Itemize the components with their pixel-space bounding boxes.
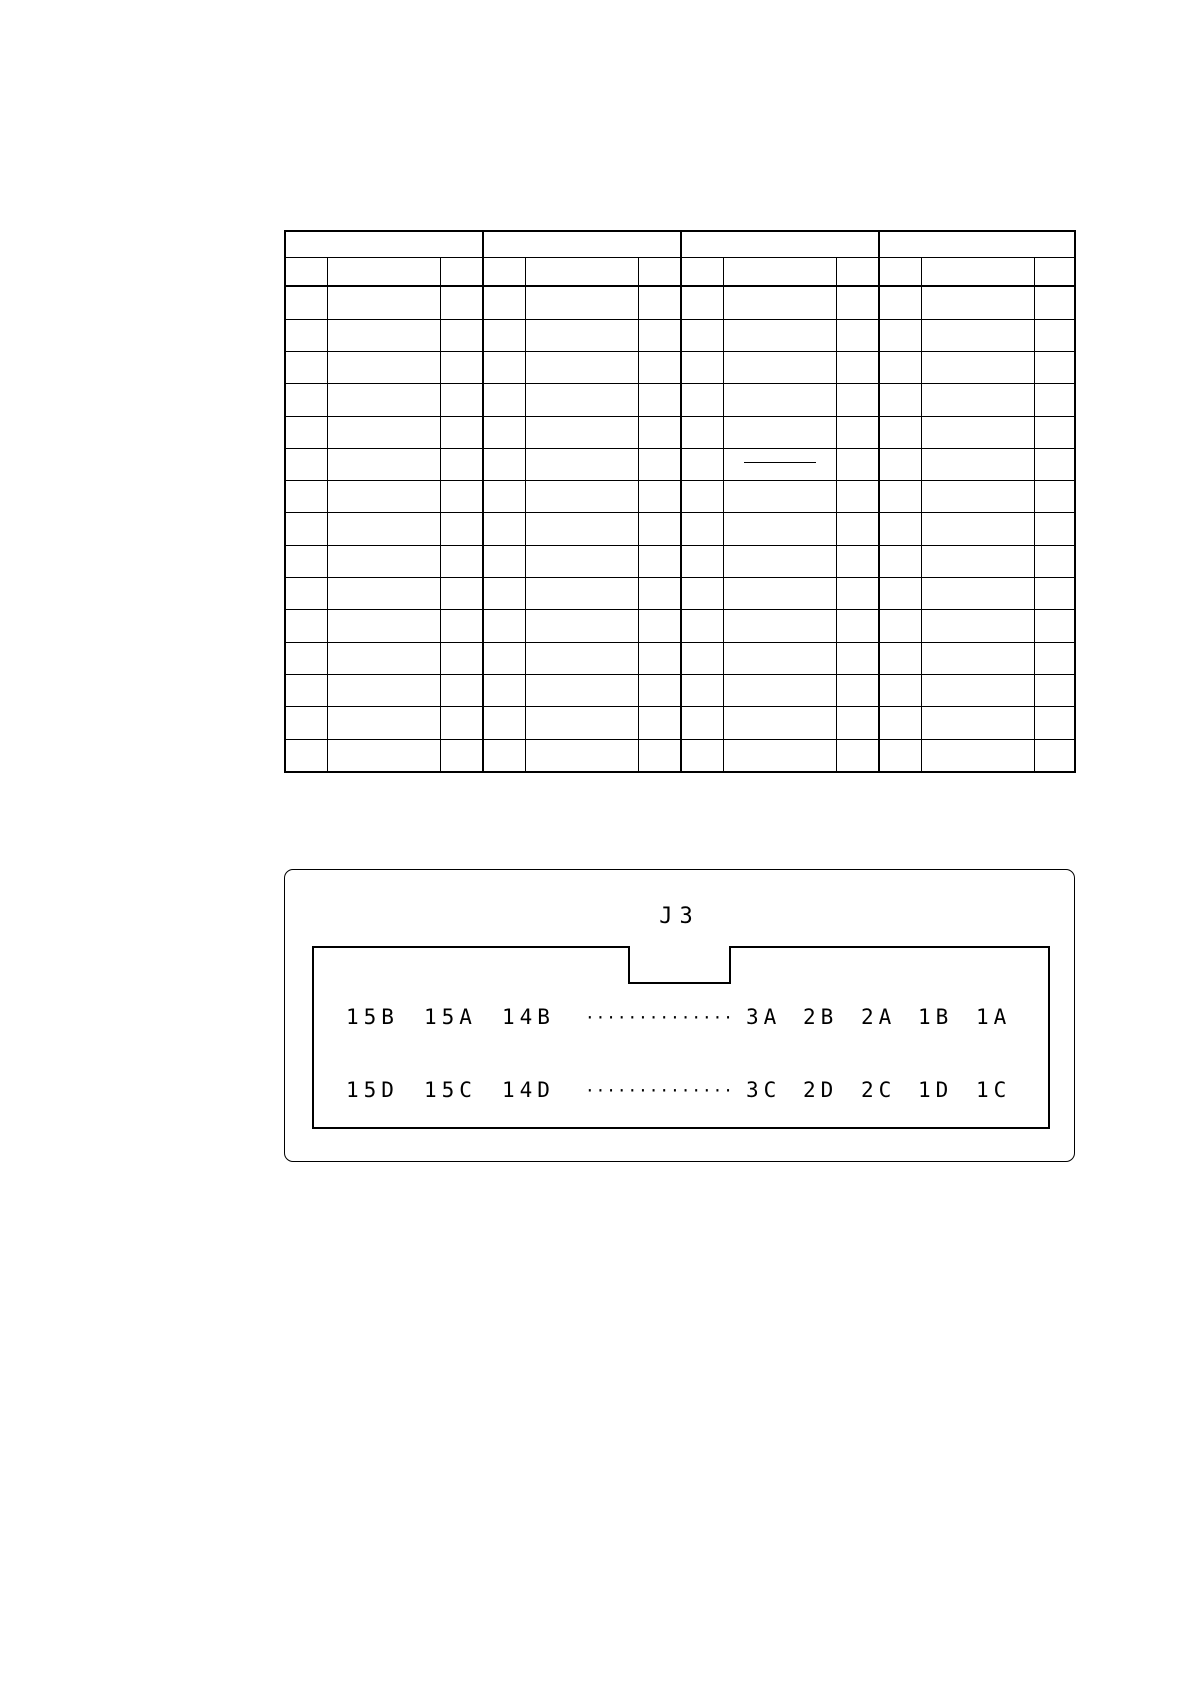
table-cell: [681, 286, 723, 319]
header-cell: [440, 258, 483, 287]
table-cell: [723, 610, 836, 642]
table-cell: [525, 481, 638, 513]
table-cell: [1034, 351, 1075, 383]
table-cell: [723, 384, 836, 416]
pin-label: 3A: [746, 1005, 782, 1029]
header-cell: [836, 258, 879, 287]
table-cell: [327, 481, 440, 513]
table-cell: [1034, 416, 1075, 448]
header-cell: [879, 258, 921, 287]
table-cell: [681, 319, 723, 351]
table-cell: [440, 707, 483, 739]
table-cell: [483, 578, 525, 610]
header-cell: [525, 258, 638, 287]
table-cell: [681, 610, 723, 642]
header-cell: [327, 258, 440, 287]
pin-label: 15D: [346, 1078, 399, 1102]
table-cell: [723, 642, 836, 674]
table-cell: [525, 675, 638, 707]
table-cell: [440, 286, 483, 319]
pin-label: 3C: [746, 1078, 782, 1102]
header-cell: [483, 258, 525, 287]
table-cell: [723, 739, 836, 772]
table-cell: [879, 319, 921, 351]
pin-label: 15B: [346, 1005, 399, 1029]
table-cell: [1034, 319, 1075, 351]
table-cell: [638, 578, 681, 610]
table-cell: [681, 351, 723, 383]
table-cell: [483, 384, 525, 416]
table-row: [285, 448, 1075, 480]
pin-label: 2A: [861, 1005, 897, 1029]
table-cell: [921, 448, 1034, 480]
table-cell: [681, 513, 723, 545]
pin-ellipsis: ··············: [585, 1008, 734, 1027]
table-cell: [921, 610, 1034, 642]
table-cell: [327, 384, 440, 416]
table-cell: [483, 642, 525, 674]
table-cell: [921, 545, 1034, 577]
table-cell: [525, 707, 638, 739]
connector-title: J3: [659, 904, 700, 929]
table-cell: [483, 481, 525, 513]
header-cell: [681, 258, 723, 287]
table-cell: [921, 513, 1034, 545]
table-cell: [327, 448, 440, 480]
table-cell: [638, 675, 681, 707]
table-cell: [285, 707, 327, 739]
table-cell: [723, 481, 836, 513]
table-cell: [879, 545, 921, 577]
header-cell: [285, 258, 327, 287]
table-cell: [879, 384, 921, 416]
table-cell: [836, 675, 879, 707]
table-cell: [285, 481, 327, 513]
table-cell: [723, 416, 836, 448]
table-cell: [525, 610, 638, 642]
table-cell: [879, 578, 921, 610]
table-row: [285, 707, 1075, 739]
table-cell: [327, 416, 440, 448]
table-cell: [836, 448, 879, 480]
connector-diagram-panel: [284, 869, 1075, 1162]
table-cell: [836, 384, 879, 416]
header-cell: [1034, 258, 1075, 287]
table-cell: [440, 351, 483, 383]
table-cell: [440, 642, 483, 674]
table-cell: [285, 610, 327, 642]
table-cell: [836, 286, 879, 319]
table-cell: [525, 286, 638, 319]
table-cell: [638, 319, 681, 351]
table-cell: [440, 319, 483, 351]
table-cell: [836, 351, 879, 383]
pin-assignment-table: [284, 230, 1076, 773]
table-row: [285, 351, 1075, 383]
table-cell: [483, 286, 525, 319]
table-cell: [525, 642, 638, 674]
table-cell: [723, 286, 836, 319]
pin-label: 1A: [976, 1005, 1012, 1029]
pin-label: 2C: [861, 1078, 897, 1102]
table-cell: [1034, 707, 1075, 739]
table-cell: [1034, 578, 1075, 610]
table-cell: [525, 513, 638, 545]
table-cell: [638, 351, 681, 383]
table-cell: [440, 513, 483, 545]
table-cell: [921, 642, 1034, 674]
table-cell: [681, 448, 723, 480]
table-cell: [285, 448, 327, 480]
pin-label: 15A: [424, 1005, 477, 1029]
table-cell: [1034, 286, 1075, 319]
table-cell: [483, 739, 525, 772]
table-cell: [327, 707, 440, 739]
table-cell: [723, 351, 836, 383]
table-cell: [327, 675, 440, 707]
table-row: [285, 286, 1075, 319]
table-row: [285, 416, 1075, 448]
table-cell: [483, 545, 525, 577]
table-cell: [921, 384, 1034, 416]
table-cell: [921, 675, 1034, 707]
table-cell: [525, 578, 638, 610]
table-cell: [440, 384, 483, 416]
table-cell: [327, 578, 440, 610]
table-cell: [681, 384, 723, 416]
table-cell: [681, 578, 723, 610]
table-cell: [285, 416, 327, 448]
pin-table-body: [285, 286, 1075, 772]
pin-label: 2B: [803, 1005, 839, 1029]
group-header-cell: [681, 231, 879, 258]
table-cell: [483, 448, 525, 480]
table-cell: [723, 448, 836, 480]
table-column-header-row: [285, 258, 1075, 287]
table-cell: [879, 351, 921, 383]
table-cell: [879, 707, 921, 739]
table-cell: [723, 545, 836, 577]
table-cell: [285, 513, 327, 545]
table-cell: [836, 578, 879, 610]
table-cell: [1034, 610, 1075, 642]
table-cell: [638, 384, 681, 416]
table-cell: [285, 739, 327, 772]
table-cell: [836, 545, 879, 577]
header-cell: [723, 258, 836, 287]
table-cell: [879, 610, 921, 642]
table-cell: [1034, 481, 1075, 513]
table-cell: [525, 416, 638, 448]
overbar-mark: [744, 462, 816, 463]
table-cell: [285, 351, 327, 383]
table-cell: [440, 416, 483, 448]
table-row: [285, 513, 1075, 545]
table-cell: [1034, 384, 1075, 416]
connector-pin-row-bottom: [312, 1078, 1050, 1106]
table-cell: [1034, 545, 1075, 577]
table-cell: [440, 481, 483, 513]
table-cell: [638, 707, 681, 739]
table-cell: [638, 739, 681, 772]
table-row: [285, 739, 1075, 772]
table-cell: [681, 675, 723, 707]
table-cell: [836, 610, 879, 642]
table-cell: [638, 545, 681, 577]
table-cell: [525, 319, 638, 351]
table-cell: [327, 286, 440, 319]
table-row: [285, 642, 1075, 674]
table-cell: [681, 739, 723, 772]
table-cell: [638, 610, 681, 642]
table-cell: [723, 707, 836, 739]
header-cell: [638, 258, 681, 287]
table-cell: [285, 642, 327, 674]
pin-label: 2D: [803, 1078, 839, 1102]
table-cell: [723, 578, 836, 610]
table-cell: [525, 351, 638, 383]
table-cell: [440, 448, 483, 480]
table-cell: [921, 286, 1034, 319]
table-cell: [723, 675, 836, 707]
table-cell: [1034, 513, 1075, 545]
table-cell: [879, 739, 921, 772]
table-cell: [921, 481, 1034, 513]
header-cell: [921, 258, 1034, 287]
table-cell: [1034, 642, 1075, 674]
table-cell: [921, 578, 1034, 610]
table-cell: [836, 416, 879, 448]
table-cell: [483, 319, 525, 351]
table-cell: [285, 319, 327, 351]
table-cell: [525, 448, 638, 480]
table-cell: [285, 545, 327, 577]
table-cell: [921, 739, 1034, 772]
table-cell: [681, 707, 723, 739]
table-cell: [879, 642, 921, 674]
table-cell: [879, 448, 921, 480]
table-cell: [681, 642, 723, 674]
table-cell: [921, 416, 1034, 448]
table-cell: [285, 286, 327, 319]
table-cell: [879, 675, 921, 707]
group-header-cell: [879, 231, 1075, 258]
table-cell: [879, 416, 921, 448]
table-cell: [483, 707, 525, 739]
table-cell: [483, 416, 525, 448]
table-cell: [483, 610, 525, 642]
table-row: [285, 384, 1075, 416]
table-cell: [483, 675, 525, 707]
table-cell: [525, 545, 638, 577]
table-cell: [638, 448, 681, 480]
table-cell: [681, 416, 723, 448]
table-cell: [285, 578, 327, 610]
table-cell: [1034, 675, 1075, 707]
table-cell: [440, 545, 483, 577]
table-row: [285, 578, 1075, 610]
table-group-header-row: [285, 231, 1075, 258]
table-cell: [638, 642, 681, 674]
table-cell: [440, 610, 483, 642]
table-cell: [483, 513, 525, 545]
table-row: [285, 610, 1075, 642]
table-cell: [1034, 739, 1075, 772]
table-cell: [836, 642, 879, 674]
table-cell: [525, 384, 638, 416]
table-cell: [836, 513, 879, 545]
table-cell: [327, 513, 440, 545]
table-cell: [285, 675, 327, 707]
pin-label: 1B: [918, 1005, 954, 1029]
table-cell: [723, 513, 836, 545]
table-cell: [836, 739, 879, 772]
pin-ellipsis: ··············: [585, 1081, 734, 1100]
table-cell: [327, 642, 440, 674]
table-cell: [921, 319, 1034, 351]
table-cell: [327, 610, 440, 642]
pin-label: 14B: [502, 1005, 555, 1029]
table-cell: [681, 481, 723, 513]
connector-pin-row-top: [312, 1005, 1050, 1033]
table-row: [285, 545, 1075, 577]
table-cell: [285, 384, 327, 416]
table-cell: [681, 545, 723, 577]
table-cell: [638, 286, 681, 319]
table-cell: [836, 707, 879, 739]
table-cell: [879, 286, 921, 319]
table-cell: [525, 739, 638, 772]
table-cell: [440, 578, 483, 610]
table-row: [285, 675, 1075, 707]
table-row: [285, 319, 1075, 351]
table-cell: [879, 481, 921, 513]
table-cell: [836, 319, 879, 351]
table-cell: [440, 739, 483, 772]
table-cell: [638, 416, 681, 448]
table-cell: [921, 351, 1034, 383]
table-cell: [327, 319, 440, 351]
table-cell: [1034, 448, 1075, 480]
table-cell: [440, 675, 483, 707]
group-header-cell: [483, 231, 681, 258]
table-cell: [836, 481, 879, 513]
pin-label: 1D: [918, 1078, 954, 1102]
table-cell: [327, 545, 440, 577]
table-cell: [638, 481, 681, 513]
table-row: [285, 481, 1075, 513]
table-cell: [483, 351, 525, 383]
pin-label: 14D: [502, 1078, 555, 1102]
table-cell: [327, 739, 440, 772]
table-cell: [327, 351, 440, 383]
group-header-cell: [285, 231, 483, 258]
table-cell: [638, 513, 681, 545]
pin-label: 15C: [424, 1078, 477, 1102]
table-cell: [879, 513, 921, 545]
pin-label: 1C: [976, 1078, 1012, 1102]
table-cell: [921, 707, 1034, 739]
table-cell: [723, 319, 836, 351]
